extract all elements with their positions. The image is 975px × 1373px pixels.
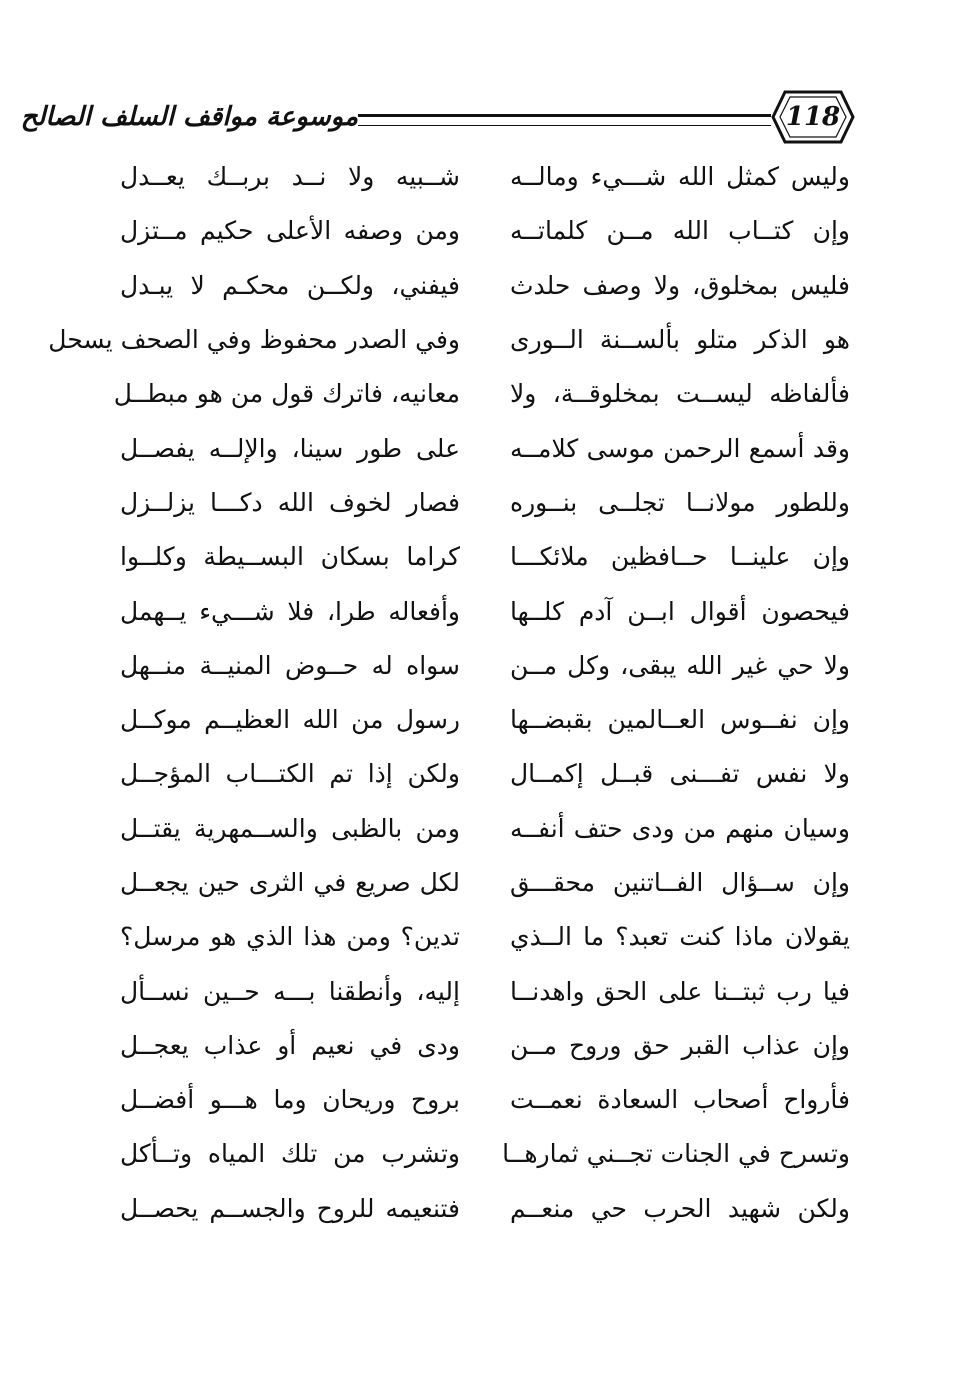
- verse-second-hemistich: فتنعيمه للروح والجســم يحصــل: [120, 1193, 460, 1223]
- verse-second-hemistich: لكل صريع في الثرى حين يجعــل: [120, 868, 460, 897]
- verse-row: [110, 802, 850, 856]
- verse-row: [110, 476, 850, 530]
- verse-second-hemistich: سواه له حــوض المنيــة منــهل: [120, 650, 460, 680]
- verse-second-hemistich: ومن بالظبى والســمهرية يقتــل: [120, 813, 460, 843]
- verse-first-hemistich: فأرواح أصحاب السعادة نعمــت: [510, 1085, 850, 1115]
- verse-row: [110, 584, 850, 638]
- verse-second-hemistich: ومن وصفه الأعلى حكيم مــتزل: [120, 216, 460, 246]
- verse-row: [110, 204, 850, 258]
- verse-second-hemistich: إليه، وأنطقنا بـــه حــين نســأل: [120, 976, 460, 1006]
- verse-second-hemistich: رسول من الله العظيــم موكــل: [120, 705, 460, 735]
- verse-first-hemistich: وإن علينــا حــافظين ملائكـــا: [510, 542, 850, 572]
- verse-first-hemistich: ولا نفس تفـــنى قبــل إكمــال: [510, 759, 850, 789]
- verse-first-hemistich: وللطور مولانــا تجلــى بنــوره: [510, 487, 850, 517]
- verse-second-hemistich: وأفعاله طرا، فلا شـــيء يــهمل: [120, 596, 460, 626]
- verse-row: [110, 964, 850, 1018]
- verse-second-hemistich: تدين؟ ومن هذا الذي هو مرسل؟: [120, 922, 460, 952]
- verse-second-hemistich: فيفني، ولكــن محكـم لا يبـدل: [120, 270, 460, 300]
- verse-row: [110, 1073, 850, 1127]
- page-header: [20, 88, 855, 152]
- verse-first-hemistich: فيا رب ثبتــنا على الحق واهدنــا: [510, 976, 850, 1006]
- verse-first-hemistich: وسيان منهم من ودى حتف أنفــه: [510, 813, 850, 843]
- verse-second-hemistich: على طور سينا، والإلــه يفصــل: [120, 433, 460, 463]
- verse-row: [110, 1019, 850, 1073]
- verse-first-hemistich: وإن نفــوس العــالمين بقبضــها: [510, 705, 850, 735]
- verse-row: [110, 639, 850, 693]
- verse-second-hemistich: معانيه، فاترك قول من هو مبطــل: [113, 379, 460, 409]
- verse-first-hemistich: وإن ســؤال الفــاتنين محقـــق: [510, 868, 850, 897]
- verse-first-hemistich: فألفاظه ليســت بمخلوقــة، ولا: [510, 379, 850, 409]
- book-title: موسوعة مواقف السلف الصالح: [20, 102, 358, 132]
- verse-row: [110, 856, 850, 910]
- verse-row: [110, 693, 850, 747]
- verse-second-hemistich: ولكن إذا تم الكتـــاب المؤجــل: [120, 759, 460, 789]
- verse-row: [110, 910, 850, 964]
- header-rule: [358, 114, 771, 126]
- verse-row: [110, 421, 850, 475]
- verse-first-hemistich: وإن عذاب القبر حق وروح مــن: [510, 1030, 850, 1060]
- verse-first-hemistich: هو الذكر متلو بألســنة الــورى: [510, 325, 850, 355]
- verse-first-hemistich: وقد أسمع الرحمن موسى كلامــه: [510, 433, 850, 463]
- verse-row: [110, 259, 850, 313]
- verse-second-hemistich: بروح وريحان وما هـــو أفضــل: [120, 1085, 460, 1115]
- verse-second-hemistich: كراما بسكان البســيطة وكلــوا: [120, 542, 460, 572]
- verse-row: [48, 313, 850, 367]
- page-number-badge: [771, 88, 855, 146]
- verse-first-hemistich: يقولان ماذا كنت تعبد؟ ما الــذي: [510, 922, 850, 952]
- verse-row: [110, 367, 850, 421]
- verse-first-hemistich: فيحصون أقوال ابــن آدم كلــها: [510, 596, 850, 626]
- verse-second-hemistich: شــبيه ولا نــد بربــك يعــدل: [120, 162, 460, 192]
- verse-row: [110, 150, 850, 204]
- verse-first-hemistich: وتسرح في الجنات تجــني ثمارهــا: [502, 1139, 850, 1169]
- verse-row: [110, 1127, 850, 1181]
- verse-row: [110, 1182, 850, 1236]
- verse-row: [110, 747, 850, 801]
- poem-verses: [48, 150, 850, 1236]
- verse-first-hemistich: ولكن شهيد الحرب حي منعــم: [510, 1193, 850, 1223]
- verse-first-hemistich: وليس كمثل الله شـــيء ومالــه: [510, 162, 850, 192]
- verse-first-hemistich: وإن كتــاب الله مــن كلماتــه: [510, 216, 850, 246]
- page-number: 118: [785, 102, 841, 132]
- verse-second-hemistich: ودى في نعيم أو عذاب يعجــل: [120, 1030, 460, 1060]
- verse-row: [110, 530, 850, 584]
- verse-second-hemistich: فصار لخوف الله دكـــا يزلــزل: [120, 487, 460, 517]
- verse-second-hemistich: وتشرب من تلك المياه وتــأكل: [120, 1139, 460, 1169]
- verse-first-hemistich: ولا حي غير الله يبقى، وكل مــن: [510, 650, 850, 680]
- verse-second-hemistich: وفي الصدر محفوظ وفي الصحف يسحل: [48, 325, 460, 355]
- verse-first-hemistich: فليس بمخلوق، ولا وصف حلدث: [510, 270, 850, 300]
